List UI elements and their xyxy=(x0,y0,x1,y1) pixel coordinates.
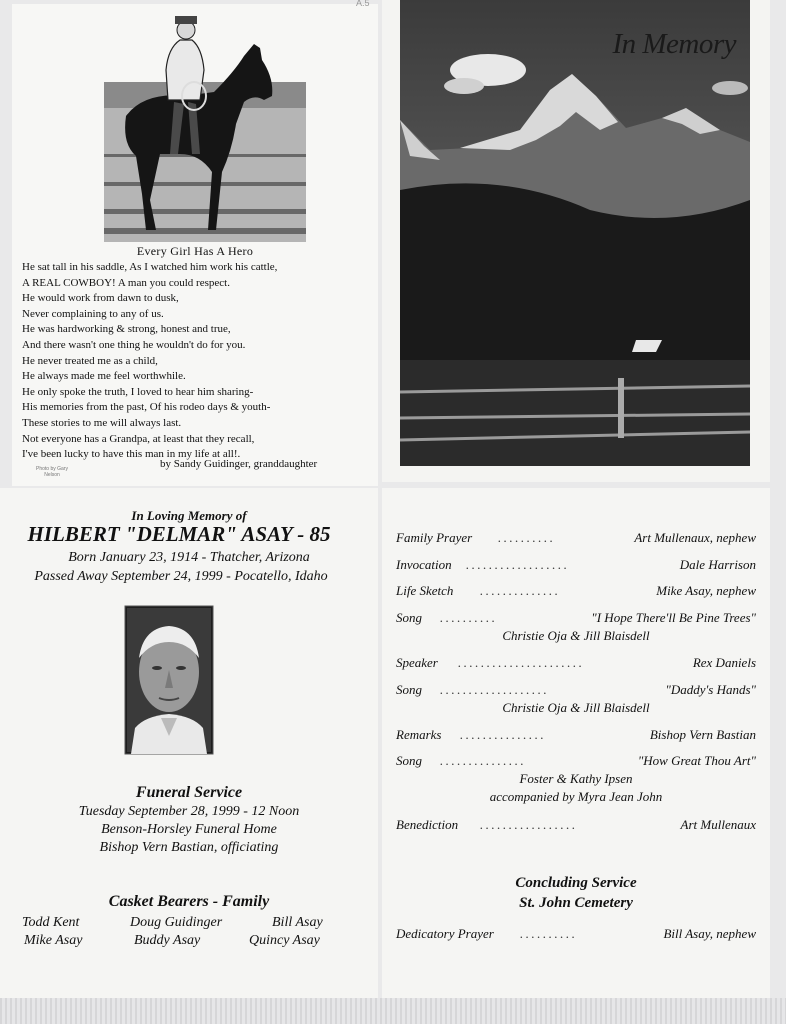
poem-line: I've been lucky to have this man in my life at all!. xyxy=(22,448,241,461)
bearer-name: Buddy Asay xyxy=(134,933,201,948)
leader-dots: ............... xyxy=(460,727,547,742)
memorial-panel xyxy=(0,488,378,998)
memorial-heading: In Loving Memory of xyxy=(131,508,247,523)
program-item-value: Dale Harrison xyxy=(679,557,756,572)
program-item-label: Speaker xyxy=(396,655,438,670)
program-item-value: Mike Asay, nephew xyxy=(656,583,756,598)
funeral-service-title: Funeral Service xyxy=(135,784,243,801)
birth-line: Born January 23, 1914 - Thatcher, Arizona xyxy=(68,550,310,565)
portrait-photo xyxy=(125,606,213,754)
cemetery-name: St. John Cemetery xyxy=(519,895,633,911)
leader-dots: .......... xyxy=(498,530,556,545)
poem-line: His memories from the past, Of his rodeo days & youth- xyxy=(22,401,271,414)
program-item-value: "Daddy's Hands" xyxy=(665,682,756,697)
program-item-value: Art Mullenaux, nephew xyxy=(634,530,756,545)
program-item-label: Family Prayer xyxy=(396,530,473,545)
leader-dots: .......... xyxy=(520,926,578,941)
performers: Foster & Kathy Ipsen xyxy=(519,771,633,786)
program-item-label: Song xyxy=(396,753,422,768)
cover-panel xyxy=(356,0,770,482)
funeral-service-officiant: Bishop Vern Bastian, officiating xyxy=(99,840,279,855)
photo-credit: Photo by Gary Nelson xyxy=(36,466,68,478)
bearer-name: Bill Asay xyxy=(272,915,323,930)
accompanist: accompanied by Myra Jean John xyxy=(489,789,663,804)
program-item-label: Invocation xyxy=(396,557,452,572)
bearer-name: Doug Guidinger xyxy=(130,915,223,930)
poem-line: He never treated me as a child, xyxy=(22,354,158,367)
poem-title: Every Girl Has A Hero xyxy=(136,244,254,258)
casket-bearers-title: Casket Bearers - Family xyxy=(108,893,270,910)
cover-title: In Memory xyxy=(612,28,736,60)
performers: Christie Oja & Jill Blaisdell xyxy=(502,700,650,715)
poem-line: Never complaining to any of us. xyxy=(22,307,164,320)
leader-dots: ...................... xyxy=(458,655,585,670)
bearer-name: Mike Asay xyxy=(24,933,83,948)
funeral-service-date: Tuesday September 28, 1999 - 12 Noon xyxy=(78,804,300,819)
mountain-landscape-photo xyxy=(400,0,750,466)
program-item-value: "How Great Thou Art" xyxy=(637,753,756,768)
deceased-name: HILBERT "DELMAR" ASAY - 85 xyxy=(27,522,331,546)
poem-line: Not everyone has a Grandpa, at least that they recall, xyxy=(22,432,255,445)
program-item-value: Bill Asay, nephew xyxy=(663,926,756,941)
cowboy-on-horse-photo xyxy=(104,4,306,242)
program-item-value: Art Mullenaux xyxy=(680,817,756,832)
program-item-value: Bishop Vern Bastian xyxy=(649,727,756,742)
program-item-label: Remarks xyxy=(396,727,442,742)
poem-line: A REAL COWBOY! A man you could respect. xyxy=(22,276,230,289)
poem-line: He only spoke the truth, I loved to hear him sharing- xyxy=(22,385,254,398)
program-item-label: Song xyxy=(396,682,422,697)
poem-line: He was hardworking & strong, honest and true, xyxy=(22,323,231,336)
poem-line: He sat tall in his saddle, As I watched him work his cattle, xyxy=(22,261,278,273)
poem-line: These stories to me will always last. xyxy=(22,416,182,429)
poem-line: He would work from dawn to dusk, xyxy=(22,292,179,305)
leader-dots: ............... xyxy=(440,753,527,768)
program-item-label: Dedicatory Prayer xyxy=(396,926,494,941)
leader-dots: ................. xyxy=(480,817,578,832)
performers: Christie Oja & Jill Blaisdell xyxy=(502,628,650,643)
leader-dots: ................... xyxy=(440,682,550,697)
leader-dots: .............. xyxy=(480,583,561,598)
program-item-label: Benediction xyxy=(396,817,459,832)
poem-author: by Sandy Guidinger, granddaughter xyxy=(160,458,318,470)
program-item-value: "I Hope There'll Be Pine Trees" xyxy=(591,610,756,625)
death-line: Passed Away September 24, 1999 - Pocatello, Idaho xyxy=(34,569,328,584)
program-item-label: Life Sketch xyxy=(396,583,454,598)
poem-panel xyxy=(12,4,378,486)
poem-line: He always made me feel worthwhile. xyxy=(22,370,186,383)
page-mark: A.5 xyxy=(356,0,370,8)
concluding-service-title: Concluding Service xyxy=(515,875,637,891)
scan-edge xyxy=(0,998,786,1024)
poem-line: And there wasn't one thing he wouldn't do for you. xyxy=(22,338,246,351)
leader-dots: .......... xyxy=(440,610,498,625)
program-panel xyxy=(382,488,770,998)
leader-dots: .................. xyxy=(466,557,570,572)
funeral-service-place: Benson-Horsley Funeral Home xyxy=(101,822,277,837)
program-item-label: Song xyxy=(396,610,422,625)
bearer-name: Quincy Asay xyxy=(249,933,320,948)
program-item-value: Rex Daniels xyxy=(692,655,756,670)
poem-body xyxy=(22,260,372,463)
bearer-name: Todd Kent xyxy=(22,915,80,930)
